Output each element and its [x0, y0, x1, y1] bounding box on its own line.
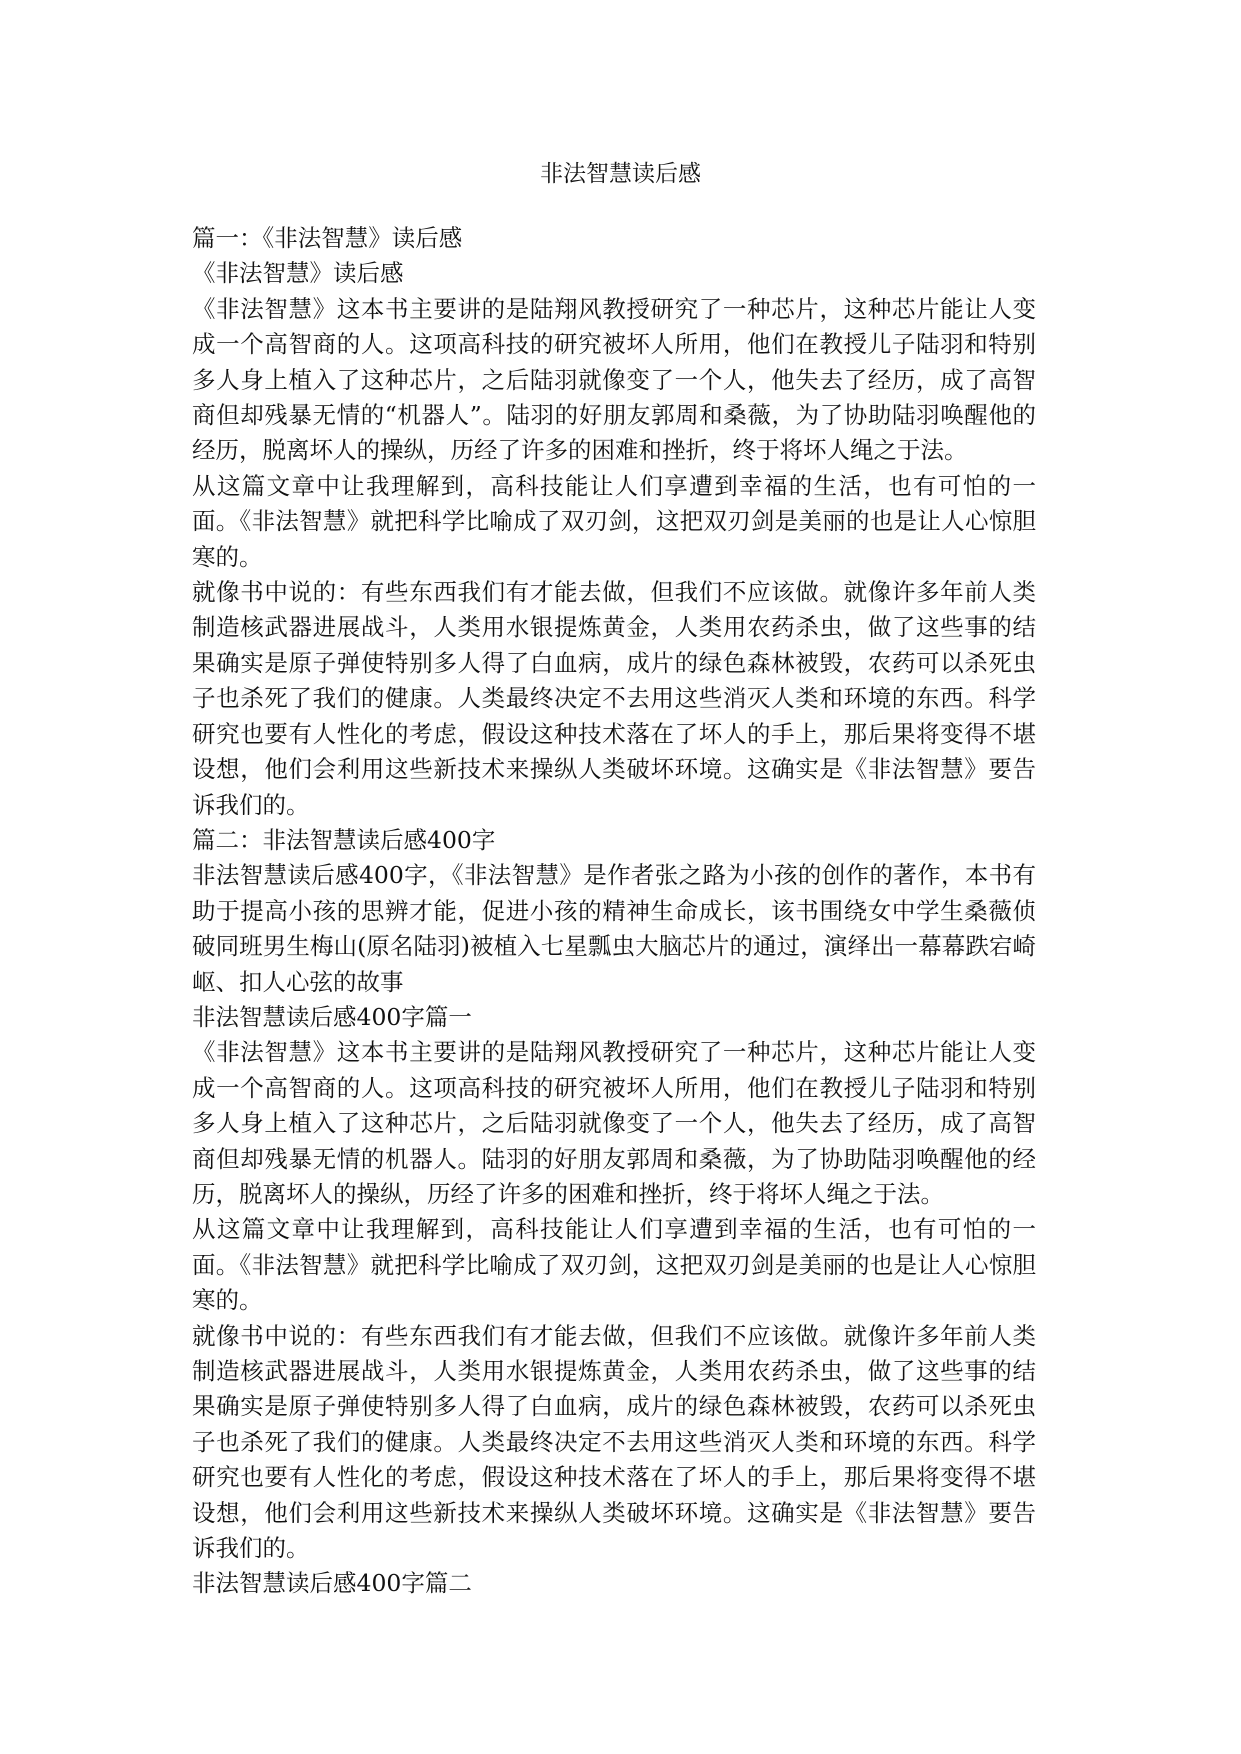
body-paragraph: 就像书中说的：有些东西我们有才能去做，但我们不应该做。就像许多年前人类制造核武器进展战斗，人类用水银提炼黄金，人类用农药杀虫，做了这些事的结果确实是原子弹使特别多人得了白血病，成片的绿色森林被毁，农药可以杀死虫子也杀死了我们的健康。人类最终决定不去用这些消灭人类和环境的东西。科学研究也要有人性化的考虑，假设这种技术落在了坏人的手上，那后果将变得不堪设想，他们会利用这些新技术来操纵人类破坏环境。这确实是《非法智慧》要告诉我们的。 — [192, 1321, 1036, 1563]
body-paragraph: 非法智慧读后感400字，《非法智慧》是作者张之路为小孩的创作的著作，本书有助于提高小孩的思辨才能，促进小孩的精神生命成长，该书围绕女中学生桑薇侦破同班男生梅山(原名陆羽)被植入七星瓢虫大脑芯片的通过，演绎出一幕幕跌宕崎岖、扣人心弦的故事 — [192, 861, 1036, 996]
body-paragraph: 就像书中说的：有些东西我们有才能去做，但我们不应该做。就像许多年前人类制造核武器进展战斗，人类用水银提炼黄金，人类用农药杀虫，做了这些事的结果确实是原子弹使特别多人得了白血病，成片的绿色森林被毁，农药可以杀死虫子也杀死了我们的健康。人类最终决定不去用这些消灭人类和环境的东西。科学研究也要有人性化的考虑，假设这种技术落在了坏人的手上，那后果将变得不堪设想，他们会利用这些新技术来操纵人类破坏环境。这确实是《非法智慧》要告诉我们的。 — [192, 578, 1036, 819]
subsection-heading-one: 非法智慧读后感400字篇一 — [192, 1002, 472, 1031]
body-paragraph: 《非法智慧》这本书主要讲的是陆翔风教授研究了一种芯片，这种芯片能让人变成一个高智商的人。这项高科技的研究被坏人所用，他们在教授儿子陆羽和特别多人身上植入了这种芯片，之后陆羽就像变了一个人，他失去了经历，成了高智商但却残暴无情的“机器人”。陆羽的好朋友郭周和桑薇，为了协助陆羽唤醒他的经历，脱离坏人的操纵，历经了许多的困难和挫折，终于将坏人绳之于法。 — [192, 294, 1036, 465]
document-title: 非法智慧读后感 — [540, 161, 701, 187]
document-body — [192, 221, 1036, 1602]
section-heading-part-one: 篇一：《非法智慧》读后感 — [192, 224, 463, 252]
body-paragraph: 从这篇文章中让我理解到，高科技能让人们享遭到幸福的生活，也有可怕的一面。《非法智慧》就把科学比喻成了双刃剑，这把双刃剑是美丽的也是让人心惊胆寒的。 — [192, 471, 1036, 571]
subsection-heading-two: 非法智慧读后感400字篇二 — [192, 1569, 472, 1598]
article-subtitle: 《非法智慧》读后感 — [192, 259, 404, 288]
section-heading-part-two: 篇二：非法智慧读后感400字 — [192, 825, 496, 854]
body-paragraph: 《非法智慧》这本书主要讲的是陆翔风教授研究了一种芯片，这种芯片能让人变成一个高智商的人。这项高科技的研究被坏人所用，他们在教授儿子陆羽和特别多人身上植入了这种芯片，之后陆羽就像变了一个人，他失去了经历，成了高智商但却残暴无情的机器人。陆羽的好朋友郭周和桑薇，为了协助陆羽唤醒他的经历，脱离坏人的操纵，历经了许多的困难和挫折，终于将坏人绳之于法。 — [192, 1038, 1036, 1208]
body-paragraph: 从这篇文章中让我理解到，高科技能让人们享遭到幸福的生活，也有可怕的一面。《非法智慧》就把科学比喻成了双刃剑，这把双刃剑是美丽的也是让人心惊胆寒的。 — [192, 1215, 1036, 1315]
